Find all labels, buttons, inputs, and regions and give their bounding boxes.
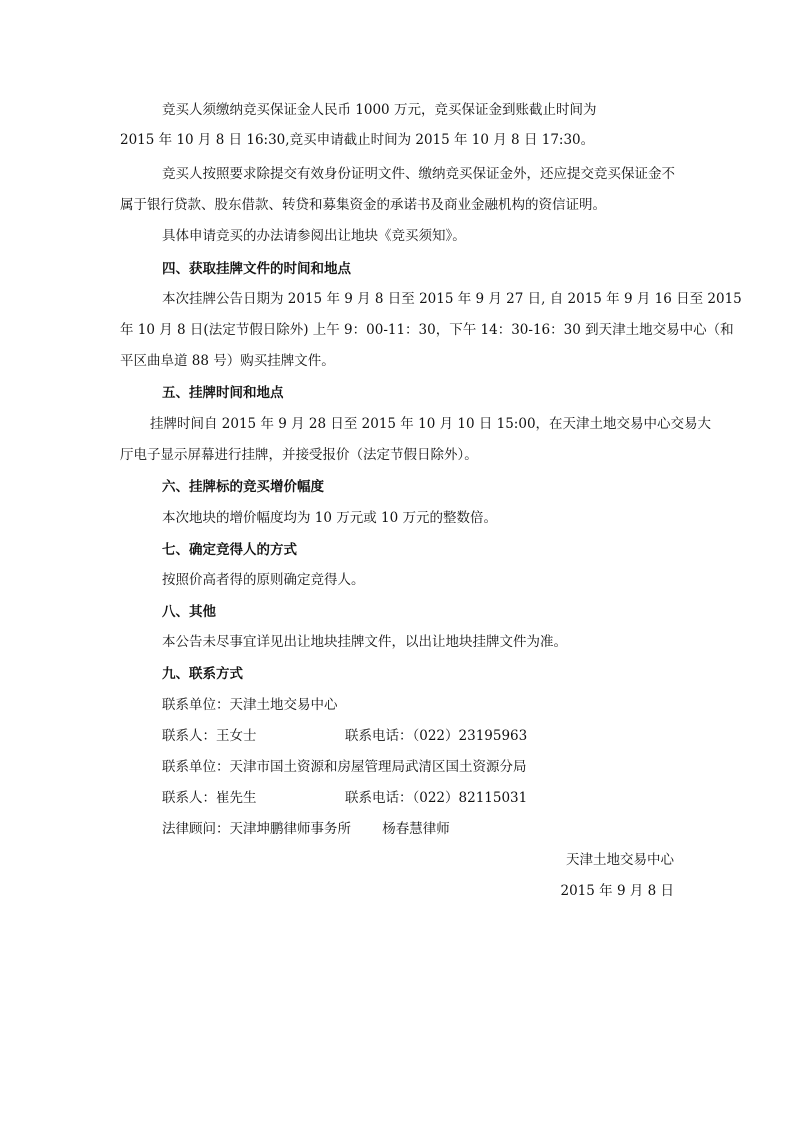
section-8-line-1: 本公告未尽事宜详见出让地块挂牌文件，以出让地块挂牌文件为准。 [162, 634, 567, 650]
contact-unit-2: 联系单位：天津市国土资源和房屋管理局武清区国土资源分局 [162, 759, 527, 775]
section-7-heading: 七、确定竞得人的方式 [162, 542, 297, 558]
section-4-heading: 四、获取挂牌文件的时间和地点 [162, 261, 351, 277]
method-line: 具体申请竞买的办法请参阅出让地块《竞买须知》。 [162, 228, 466, 244]
section-4-line-2: 年 10 月 8 日(法定节假日除外) 上午 9：00-11：30，下午 14：30-16：30 到天津土地交易中心（和 [120, 322, 734, 338]
section-5-line-2: 厅电子显示屏幕进行挂牌，并接受报价（法定节假日除外）。 [120, 447, 478, 463]
contact-person-1: 联系人：王女士 [162, 728, 257, 744]
contact-person-2: 联系人：崔先生 [162, 790, 257, 806]
signature-date: 2015 年 9 月 8 日 [560, 883, 674, 899]
section-6-heading: 六、挂牌标的竞买增价幅度 [162, 479, 324, 495]
signature-org: 天津土地交易中心 [566, 852, 674, 868]
section-9-heading: 九、联系方式 [162, 666, 243, 682]
contact-row-1 [162, 726, 722, 746]
section-8-heading: 八、其他 [162, 604, 216, 620]
section-6-line-1: 本次地块的增价幅度均为 10 万元或 10 万元的整数倍。 [162, 510, 498, 526]
contact-phone-1: 联系电话：（022）23195963 [345, 728, 528, 744]
section-4-line-1: 本次挂牌公告日期为 2015 年 9 月 8 日至 2015 年 9 月 27 日, 自 2015 年 9 月 16 日至 2015 [162, 291, 742, 307]
contact-phone-2: 联系电话：（022）82115031 [345, 790, 528, 806]
legal-advisor: 法律顾问：天津坤鹏律师事务所 杨春慧律师 [162, 821, 450, 837]
section-7-line-1: 按照价高者得的原则确定竞得人。 [162, 572, 365, 588]
deposit-line-2: 2015 年 10 月 8 日 16:30,竞买申请截止时间为 2015 年 10 月 8 日 17:30。 [120, 132, 595, 148]
proof-line-1: 竞买人按照要求除提交有效身份证明文件、缴纳竞买保证金外，还应提交竞买保证金不 [162, 166, 675, 182]
deposit-line-1: 竞买人须缴纳竞买保证金人民币 1000 万元，竞买保证金到账截止时间为 [162, 102, 597, 118]
section-5-heading: 五、挂牌时间和地点 [162, 385, 284, 401]
proof-line-2: 属于银行贷款、股东借款、转贷和募集资金的承诺书及商业金融机构的资信证明。 [120, 197, 606, 213]
section-4-line-3: 平区曲阜道 88 号）购买挂牌文件。 [120, 353, 335, 369]
contact-row-2 [162, 788, 722, 808]
section-5-line-1: 挂牌时间自 2015 年 9 月 28 日至 2015 年 10 月 10 日 15:00，在天津土地交易中心交易大 [150, 416, 712, 432]
contact-unit-1: 联系单位：天津土地交易中心 [162, 697, 338, 713]
